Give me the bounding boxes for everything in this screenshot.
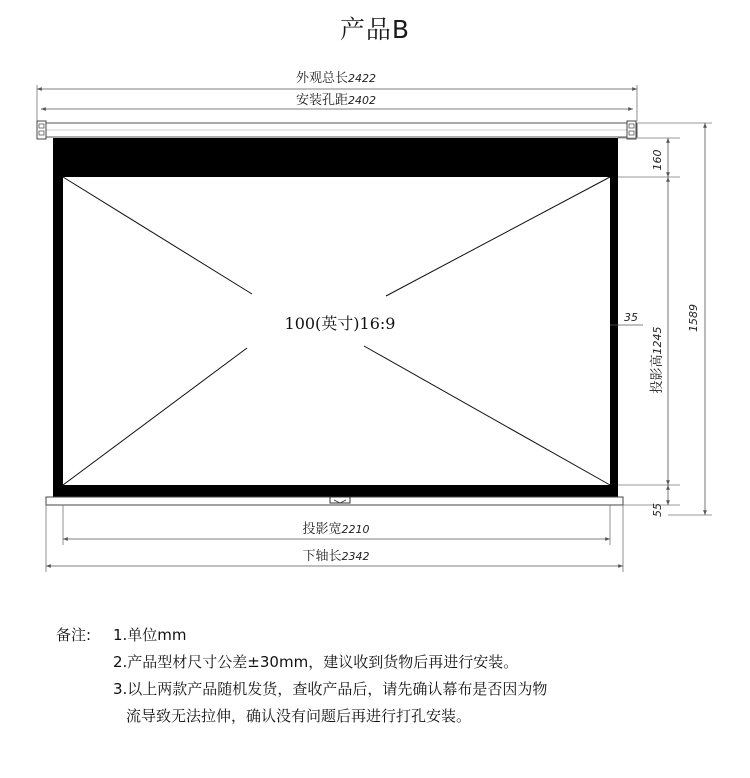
total-height-value: 1589	[687, 304, 700, 332]
notes-section	[56, 622, 547, 730]
bottom-border-value: 55	[651, 503, 664, 517]
top-border-value: 160	[651, 149, 664, 171]
notes-label: 备注:	[56, 626, 92, 644]
mount-hole-distance-dimension	[41, 92, 633, 109]
projection-height-label: 投影高	[650, 354, 665, 394]
projection-width-value: 2210	[341, 523, 370, 536]
note-line: 2.产品型材尺寸公差±30mm，建议收到货物后再进行安装。	[113, 653, 519, 671]
bottom-bar-length-dimension	[46, 505, 623, 572]
screen-size-label: 100(英寸)16:9	[284, 314, 396, 333]
projection-width-dimension	[63, 505, 610, 545]
svg-text:安装孔距2402	[296, 92, 376, 108]
screen-housing	[40, 123, 637, 137]
note-line: 1.单位mm	[113, 626, 187, 644]
side-border-value: 35	[624, 311, 638, 324]
page-title: 产品B	[339, 15, 411, 44]
svg-text:下轴长2342	[302, 548, 369, 564]
svg-text:投影高1245	[649, 326, 665, 393]
bottom-border-dimension	[623, 485, 680, 517]
bottom-bar	[46, 497, 623, 505]
mount-hole-distance-value: 2402	[348, 94, 377, 107]
svg-text:外观总长2422	[296, 71, 376, 86]
bottom-bar-length-label: 下轴长	[302, 549, 342, 564]
note-line: 流导致无法拉伸，确认没有问题后再进行打孔安装。	[126, 707, 472, 725]
mount-hole-distance-label: 安装孔距	[295, 93, 349, 108]
overall-length-label: 外观总长	[295, 71, 349, 86]
left-bracket	[37, 121, 46, 139]
right-bracket	[627, 121, 636, 139]
projection-height-value: 1245	[651, 326, 664, 355]
overall-length-value: 2422	[348, 72, 377, 85]
note-line: 3.以上两款产品随机发货，查收产品后，请先确认幕布是否因为物	[113, 680, 548, 698]
bottom-bar-length-value: 2342	[341, 550, 370, 563]
total-height-dimension	[638, 123, 712, 515]
top-border-dimension	[618, 138, 680, 177]
svg-text:投影宽2210	[302, 521, 369, 537]
projection-width-label: 投影宽	[302, 522, 342, 537]
projection-height-dimension	[618, 177, 680, 485]
